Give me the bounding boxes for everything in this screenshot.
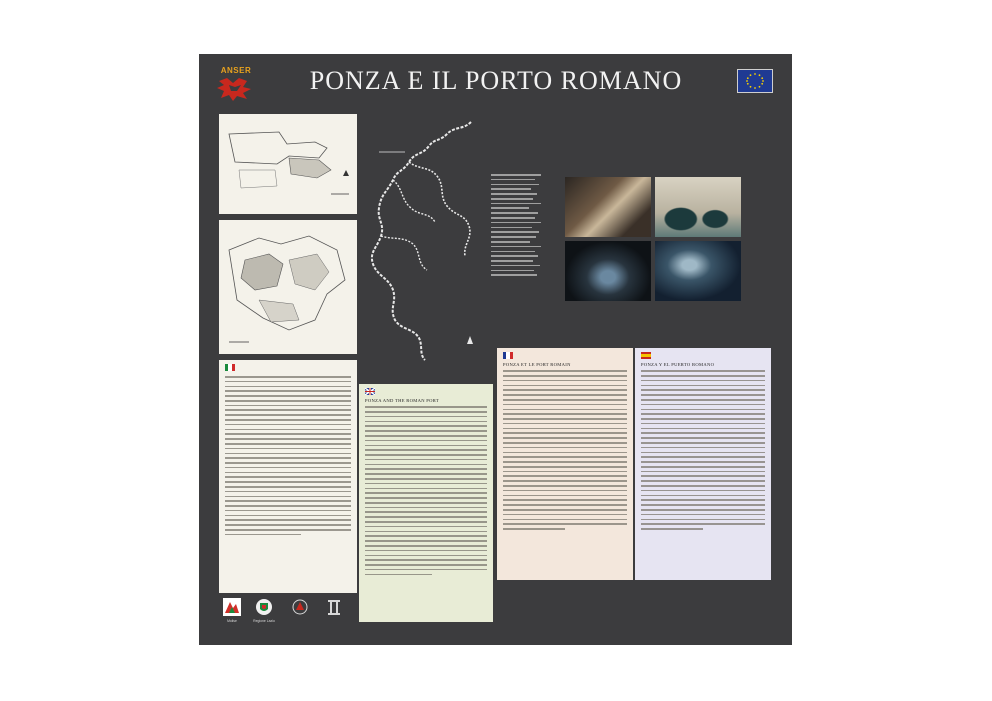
france-flag-icon [503, 352, 513, 359]
spanish-text-panel [635, 348, 771, 580]
photo-cliff-rocks [565, 177, 651, 237]
molise-logo-icon [223, 598, 241, 616]
eu-flag-icon [737, 69, 773, 93]
anser-logo-text: ANSER [220, 66, 252, 75]
tunnel-map [359, 112, 487, 367]
partner-regione-lazio [249, 598, 279, 623]
photo-coastal-arches [655, 177, 741, 237]
anser-logo [215, 66, 257, 106]
photo-tunnel-interior [565, 241, 651, 301]
italy-flag-icon [225, 364, 235, 371]
partner-molise-label: Molise [227, 619, 237, 623]
english-heading: PONZA AND THE ROMAN PORT [365, 398, 439, 403]
uk-flag-icon [365, 388, 375, 395]
english-text-panel [359, 384, 493, 622]
partner-ministry [285, 598, 315, 619]
partner-regione-lazio-label: Regione Lazio [253, 619, 275, 623]
page-title: PONZA E IL PORTO ROMANO [309, 66, 683, 95]
partner-column [319, 598, 349, 619]
regione-lazio-logo-icon [255, 598, 273, 616]
italian-text [225, 376, 351, 539]
spanish-heading: PONZA Y EL PUERTO ROMANO [641, 362, 715, 367]
anser-logo-icon [215, 75, 257, 103]
partner-molise [219, 598, 245, 623]
french-text-panel [497, 348, 633, 580]
information-board [199, 54, 792, 645]
column-logo-icon [326, 598, 342, 616]
italian-text-panel [219, 360, 357, 593]
ministry-seal-icon [291, 598, 309, 616]
english-text [365, 398, 487, 578]
spain-flag-icon [641, 352, 651, 359]
port-plan-drawing [219, 114, 357, 214]
french-heading: PONZA ET LE PORT ROMAIN [503, 362, 571, 367]
french-text [503, 362, 627, 533]
map-legend [491, 174, 553, 279]
site-plan-drawing [219, 220, 357, 354]
photo-sea-cave [655, 241, 741, 301]
spanish-text [641, 362, 765, 533]
